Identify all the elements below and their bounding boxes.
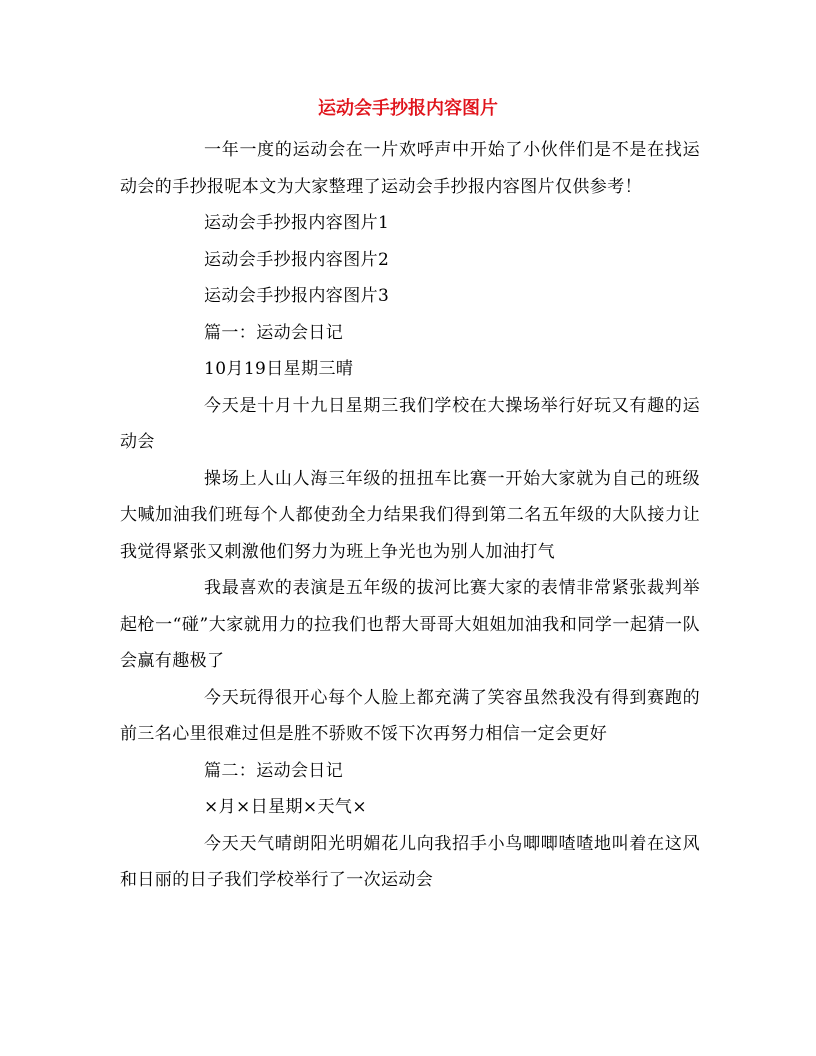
paragraph-intro: 一年一度的运动会在一片欢呼声中开始了小伙伴们是不是在找运动会的手抄报呢本文为大家整理了运动会手抄报内容图片仅供参考！: [120, 140, 700, 197]
document-title: 运动会手抄报内容图片: [318, 98, 498, 119]
paragraph: 今天天气晴朗阳光明媚花儿向我招手小鸟唧唧喳喳地叫着在这风和日丽的日子我们学校举行了一次运动会: [120, 833, 700, 890]
paragraph-image-ref-3: 运动会手抄报内容图片3: [204, 286, 390, 306]
paragraph-image-ref-1: 运动会手抄报内容图片1: [204, 213, 390, 233]
diary-date-2: ×月×日星期×天气×: [204, 797, 367, 817]
paragraph: 今天玩得很开心每个人脸上都充满了笑容虽然我没有得到赛跑的前三名心里很难过但是胜不骄败不馁下次再努力相信一定会更好: [120, 687, 700, 744]
document-body: [120, 132, 700, 899]
paragraph: 今天是十月十九日星期三我们学校在大操场举行好玩又有趣的运动会: [120, 395, 700, 452]
paragraph: 我最喜欢的表演是五年级的拔河比赛大家的表情非常紧张裁判举起枪一“碰”大家就用力的拉我们也帮大哥哥大姐姐加油我和同学一起猜一队会赢有趣极了: [120, 578, 700, 671]
paragraph: 操场上人山人海三年级的扭扭车比赛一开始大家就为自己的班级大喊加油我们班每个人都使劲全力结果我们得到第二名五年级的大队接力让我觉得紧张又刺激他们努力为班上争光也为别人加油打气: [120, 468, 700, 562]
section-heading-2: 篇二：运动会日记: [204, 760, 344, 781]
diary-date-1: 10月19日星期三晴: [204, 359, 354, 379]
section-heading-1: 篇一：运动会日记: [204, 322, 344, 343]
paragraph-image-ref-2: 运动会手抄报内容图片2: [204, 249, 390, 270]
